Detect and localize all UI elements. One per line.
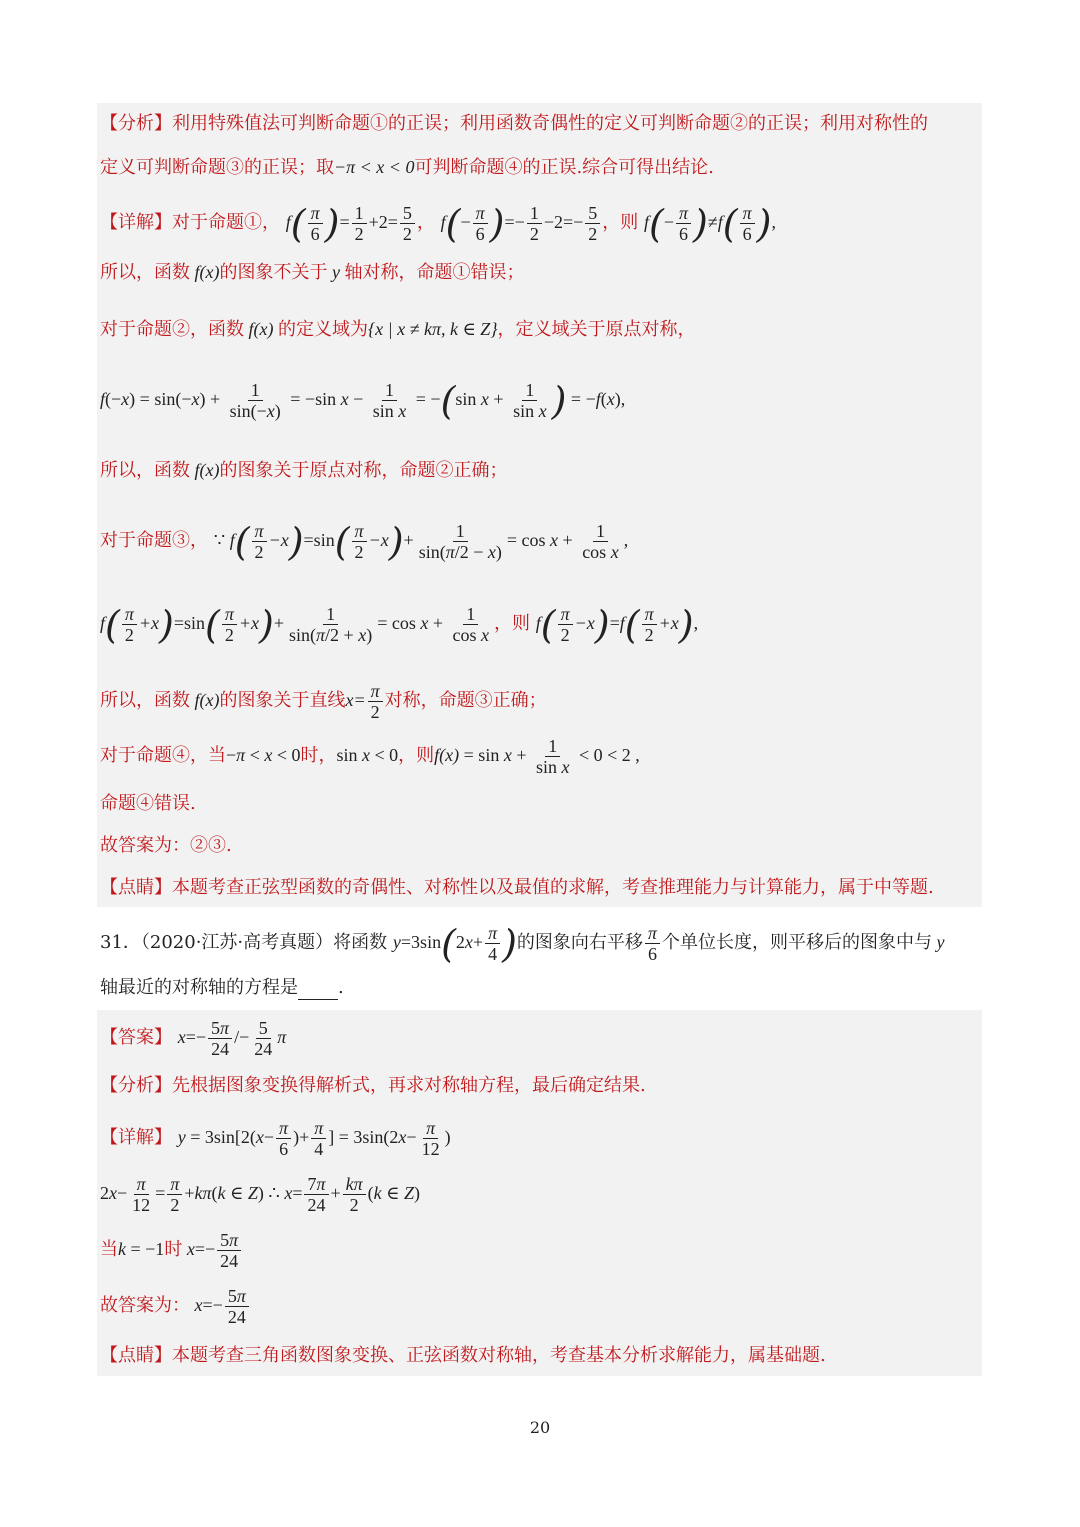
detail-line-5 <box>100 458 507 483</box>
question-text: 个单位长度，则平移后的图象中与 <box>661 932 932 953</box>
detail-line-11 <box>100 834 232 858</box>
detail-line-4 <box>100 372 625 426</box>
detail-line-2 <box>100 260 524 285</box>
math-fx: f(x) <box>190 460 220 480</box>
math-fx: f(x) <box>190 690 220 710</box>
detail-line-6 <box>100 502 628 578</box>
text: 轴对称，命题①错误； <box>344 262 525 283</box>
answer-blank <box>298 983 338 1000</box>
text: 的图象关于原点对称，命题②正确； <box>219 460 508 481</box>
question-text: 的图象向右平移 <box>516 932 643 953</box>
text: 对于命题④，当 <box>100 745 226 766</box>
question-number: 31． <box>100 932 141 953</box>
text: 时， <box>300 745 337 766</box>
text: 故答案为： <box>100 1295 190 1316</box>
math-bound: f(x) = sin x + $\frac{1}{\text{sin x}}$ < 0 < 2 , <box>434 736 640 778</box>
detail-line-10 <box>100 792 196 816</box>
math-answer: x=− $\frac{5\pi}{24}$ /− $\frac{5}{24}$ π <box>177 1018 287 1060</box>
math-sym-3: f( $\frac{\pi}{2}$ −x)=f( $\frac{\pi}{2}$ +x), <box>535 602 699 647</box>
math-axis-eq: 2x− $\frac{\pi}{12}$ = $\frac{\pi}{2}$ +kπ(k ∈ Z) ∴ x= $\frac{7\pi}{24}$ + $\frac{k\pi}{2}$ (k ∈ Z) <box>100 1174 421 1216</box>
math-y: y <box>327 262 345 282</box>
math-sin-neg: sin x < 0 <box>336 745 399 765</box>
math-neq: f(− $\frac{\pi}{6}$ )≠f( $\frac{\pi}{6}$ ), <box>644 201 776 246</box>
analysis-math: −π < x < 0 <box>334 157 415 177</box>
math-x-pi2: x= $\frac{\pi}{2}$ <box>345 690 384 710</box>
math-fx: f(x) <box>190 262 220 282</box>
math-y: y <box>931 932 945 952</box>
question-text: 轴最近的对称轴的方程是 <box>100 977 298 998</box>
math-sym-2: f( $\frac{\pi}{2}$ +x)=sin( $\frac{\pi}{2}$ +x)+ $\frac{1}{\sin(\pi/2 + x)}$ = cos x + $\frac{1}{\text{cos x}}$ <box>100 602 489 647</box>
detail-line-9 <box>100 732 640 778</box>
detail-line-1 <box>100 197 776 247</box>
text: 所以，函数 <box>100 262 190 283</box>
question-text: 将函数 <box>333 932 388 953</box>
detail-31-line-3 <box>100 1226 243 1272</box>
detail-text-1: 对于命题①， <box>172 212 280 233</box>
math-f-neg-pi6: f(− $\frac{\pi}{6}$ )=− $\frac{1}{2}$ −2=− $\frac{5}{2}$ <box>441 212 603 232</box>
comment-tag: 【点睛】 <box>100 1345 172 1366</box>
math-f-pi6: f( $\frac{\pi}{6}$ )= $\frac{1}{2}$ +2= $\frac{5}{2}$ <box>286 212 417 232</box>
text: ，则 <box>398 745 435 766</box>
detail-line-3 <box>100 317 696 342</box>
detail-line-8 <box>100 678 547 722</box>
text: 的图象不关于 <box>219 262 328 283</box>
text: 的定义域为 <box>277 319 368 340</box>
text: 时 <box>164 1239 183 1260</box>
detail-comma: ， <box>416 212 435 233</box>
analysis-text: 先根据图象变换得解析式，再求对称轴方程，最后确定结果. <box>172 1075 646 1096</box>
question-31-line-1 <box>100 918 944 966</box>
question-source: （2020·江苏·高考真题） <box>140 932 334 953</box>
detail-31-line-4 <box>100 1282 251 1328</box>
math-final: x=− $\frac{5\pi}{24}$ <box>190 1295 251 1315</box>
analysis-text-1: 利用特殊值法可判断命题①的正误；利用函数奇偶性的定义可判断命题②的正误；利用对称性的 <box>172 113 928 134</box>
page-number: 20 <box>529 1418 551 1437</box>
math-fx: f(x) <box>244 319 278 339</box>
text: 所以，函数 <box>100 460 190 481</box>
analysis-tag: 【分析】 <box>100 1075 172 1096</box>
analysis-line-2 <box>100 155 714 180</box>
detail-tag: 【详解】 <box>100 1127 172 1148</box>
analysis-text-2a: 定义可判断命题③的正误；取 <box>100 157 334 178</box>
text: 对于命题③， <box>100 530 208 551</box>
comment-text: 本题考查正弦型函数的奇偶性、对称性以及最值的求解，考查推理能力与计算能力，属于中等题. <box>172 877 934 898</box>
comment-line-30 <box>100 876 934 900</box>
detail-31-line-2 <box>100 1170 420 1216</box>
comment-line-31 <box>100 1344 826 1368</box>
text: 故答案为：②③. <box>100 835 232 856</box>
question-text: . <box>338 977 344 998</box>
math-k: k = −1 <box>118 1239 165 1259</box>
text: 命题④错误. <box>100 793 196 814</box>
math-result: x=− $\frac{5\pi}{24}$ <box>182 1239 243 1259</box>
math-function: y=3sin(2x+ $\frac{\pi}{4}$ ) <box>392 921 517 966</box>
analysis-line-31 <box>100 1074 646 1098</box>
comment-tag: 【点睛】 <box>100 877 172 898</box>
text: ，定义域关于原点对称， <box>497 319 696 340</box>
answer-line-31 <box>100 1014 286 1060</box>
math-sym-1: ∵ f( $\frac{\pi}{2}$ −x)=sin( $\frac{\pi}{2}$ −x)+ $\frac{1}{\sin(\pi/2 - x)}$ = cos x + $\frac{1}{\text{cos x}}$ , <box>213 519 629 564</box>
answer-tag: 【答案】 <box>100 1027 172 1048</box>
text: 对称，命题③正确； <box>384 690 547 711</box>
detail-line-7 <box>100 588 698 658</box>
text: 对于命题②，函数 <box>100 319 244 340</box>
analysis-tag: 【分析】 <box>100 113 172 134</box>
detail-tag: 【详解】 <box>100 212 172 233</box>
text: 的图象关于直线 <box>219 690 346 711</box>
detail-then: ，则 <box>602 212 639 233</box>
question-31-line-2 <box>100 976 344 1000</box>
text: ，则 <box>494 613 530 634</box>
math-odd-proof: f(−x) = sin(−x) + $\frac{1}{\sin(-x)}$ = −sin x − $\frac{1}{\text{sin x}}$ = −(sin x + $\frac{1}{\text{sin x}}$ ) = −f(x), <box>100 378 626 423</box>
text: 所以，函数 <box>100 690 190 711</box>
analysis-line-1 <box>100 112 928 136</box>
math-shift: $\frac{\pi}{6}$ <box>643 932 662 952</box>
text: 当 <box>100 1239 118 1260</box>
detail-31-line-1 <box>100 1114 451 1160</box>
math-transform: y = 3sin[2(x− $\frac{\pi}{6}$ )+ $\frac{\pi}{4}$ ] = 3sin(2x− $\frac{\pi}{12}$ ) <box>177 1118 451 1160</box>
analysis-text-2b: 可判断命题④的正误.综合可得出结论. <box>414 157 714 178</box>
comment-text: 本题考查三角函数图象变换、正弦函数对称轴，考查基本分析求解能力，属基础题. <box>172 1345 826 1366</box>
math-domain: {x | x ≠ kπ, k ∈ Z} <box>367 319 498 339</box>
math-range: −π < x < 0 <box>226 745 301 765</box>
